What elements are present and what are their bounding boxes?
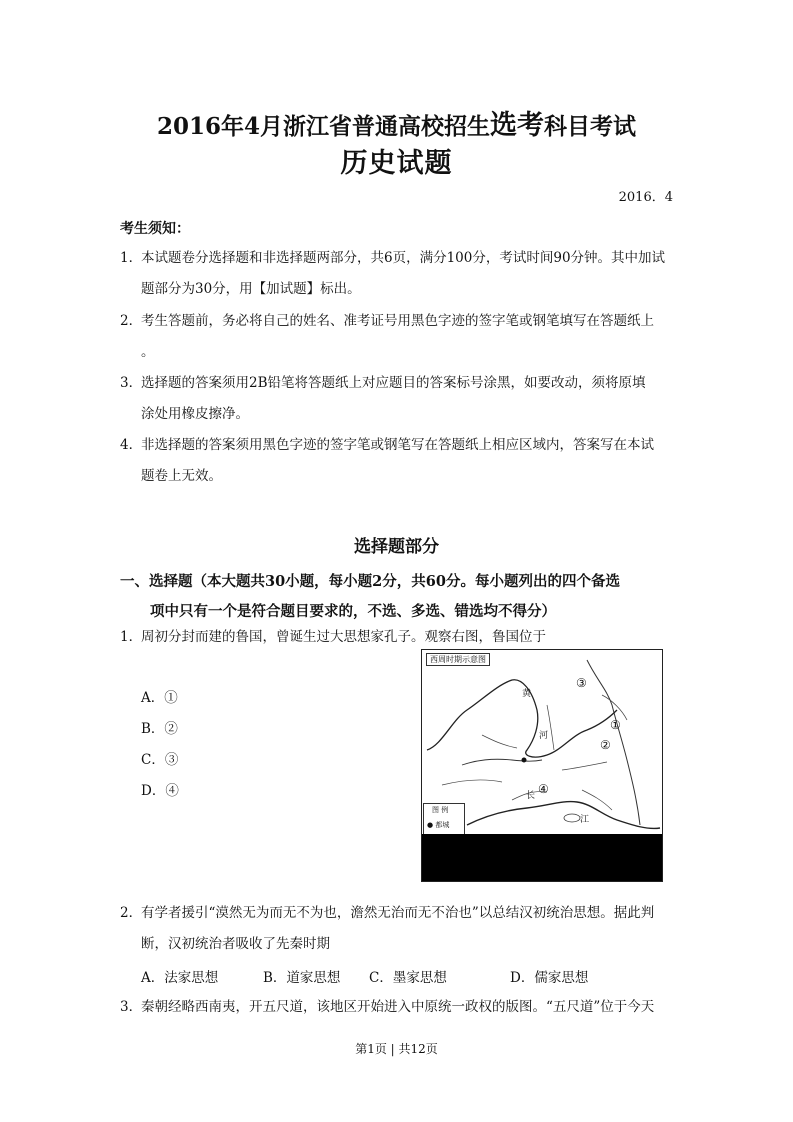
- notice-item-1-num: 1．: [120, 250, 143, 266]
- notice-item-3-num: 3．: [120, 375, 143, 391]
- map-marker-2: ②: [600, 738, 611, 752]
- question-1-option-a: A．①: [141, 690, 178, 706]
- question-2-line1: 有学者援引“漠然无为而无不为也，澹然无治而无不治也”以总结汉初统治思想。据此判: [141, 905, 655, 921]
- question-3-num: 3．: [120, 999, 143, 1015]
- map-marker-1: ①: [610, 718, 621, 732]
- notice-item-2-line2: 。: [141, 344, 155, 360]
- redaction-bar: [422, 834, 662, 881]
- title-big: 选考: [490, 110, 545, 141]
- notice-item-2-num: 2．: [120, 313, 143, 329]
- question-2-num: 2．: [120, 905, 143, 921]
- title-part2: 科目考试: [544, 113, 637, 140]
- question-2-option-d: D．儒家思想: [510, 970, 589, 986]
- notice-item-2-line1: 考生答题前，务必将自己的姓名、准考证号用黑色字迹的签字笔或钢笔填写在答题纸上: [141, 313, 654, 329]
- notice-item-3-line1: 选择题的答案须用2B铅笔将答题纸上对应题目的答案标号涂黑，如要改动，须将原填: [141, 375, 646, 391]
- page-footer: 第1页 | 共12页: [355, 1042, 438, 1056]
- question-3-line1: 秦朝经略西南夷，开五尺道，该地区开始进入中原统一政权的版图。“五尺道”位于今天: [141, 999, 655, 1015]
- map-legend: [423, 803, 465, 838]
- question-2-option-c: C．墨家思想: [369, 970, 447, 986]
- question-1-num: 1．: [120, 629, 143, 645]
- notice-item-4-num: 4．: [120, 437, 143, 453]
- notice-item-1-line2: 题部分为30分，用【加试题】标出。: [141, 281, 361, 297]
- map-label-chang: 长: [526, 791, 536, 801]
- question-2-option-b: B．道家思想: [263, 970, 341, 986]
- question-1-option-d: D．④: [141, 783, 179, 799]
- map-title: 西周时期示意图: [426, 653, 490, 666]
- map-marker-3: ③: [576, 676, 587, 690]
- question-2-line2: 断，汉初统治者吸收了先秦时期: [141, 936, 330, 952]
- notice-item-4-line1: 非选择题的答案须用黑色字迹的签字笔或钢笔写在答题纸上相应区域内，答案写在本试: [141, 437, 654, 453]
- notice-item-1-line1: 本试题卷分选择题和非选择题两部分，共6页，满分100分，考试时间90分钟。其中加试: [141, 250, 666, 266]
- question-2-option-a: A．法家思想: [141, 970, 219, 986]
- part-heading-line2: 项中只有一个是符合题目要求的，不选、多选、错选均不得分）: [150, 603, 556, 620]
- map-legend-title: 图 例: [432, 806, 449, 814]
- title-part1: 2016年4月浙江省普通高校招生: [156, 113, 491, 140]
- notice-item-3-line2: 涂处用橡皮擦净。: [141, 406, 249, 422]
- exam-title: [0, 103, 793, 142]
- section-title: 选择题部分: [354, 537, 439, 557]
- question-1-option-c: C．③: [141, 752, 179, 768]
- notice-item-4-line2: 题卷上无效。: [141, 468, 222, 484]
- exam-subtitle: 历史试题: [340, 148, 453, 179]
- exam-date: 2016．4: [618, 190, 673, 205]
- map-label-he: 河: [539, 731, 549, 741]
- map-legend-item: ● 都城: [427, 821, 450, 829]
- map-label-jiang: 江: [580, 815, 590, 825]
- part-heading-line1: 一、选择题（本大题共30小题，每小题2分，共60分。每小题列出的四个备选: [120, 573, 620, 590]
- question-1-option-b: B．②: [141, 721, 178, 737]
- notice-heading: 考生须知：: [120, 221, 190, 237]
- map-label-huang: 黄: [522, 689, 532, 699]
- question-1-text: 周初分封而建的鲁国，曾诞生过大思想家孔子。观察右图，鲁国位于: [141, 629, 546, 645]
- map-marker-4: ④: [538, 782, 549, 796]
- western-zhou-map: [421, 649, 663, 882]
